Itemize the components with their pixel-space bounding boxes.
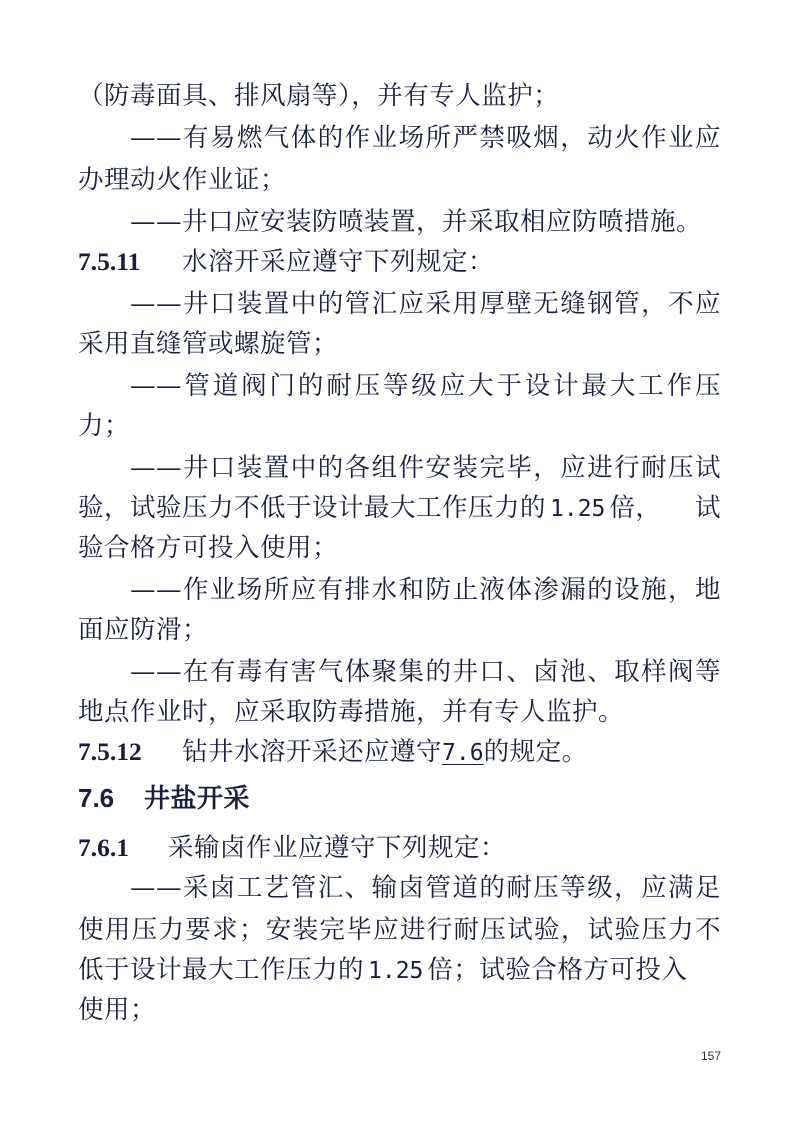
text-line xyxy=(78,910,721,950)
text-line xyxy=(78,528,721,568)
clause-text: 水溶开采应遵守下列规定： xyxy=(182,247,495,277)
clause-line xyxy=(78,828,721,868)
clause-number: 7.5.11 xyxy=(78,247,141,276)
text-span: 倍， xyxy=(609,493,662,523)
text-line xyxy=(130,284,721,324)
text-span: ——有易燃气体的作业场所严禁吸烟，动火作业应 xyxy=(130,123,721,153)
text-span: 地点作业时，应采取防毒措施，并有专人监护。 xyxy=(78,697,625,727)
text-line xyxy=(130,570,721,610)
numeric-value: 1.25 xyxy=(368,958,424,984)
clause-line xyxy=(78,732,721,772)
text-span: （防毒面具、排风扇等），并有专人监护； xyxy=(78,81,560,111)
text-line xyxy=(78,406,721,446)
text-span: ——井口应安装防喷装置，并采取相应防喷措施。 xyxy=(130,207,703,237)
numeric-value: 1.25 xyxy=(550,496,606,522)
text-line xyxy=(78,990,721,1030)
text-line xyxy=(130,868,721,908)
clause-text: 的规定。 xyxy=(483,737,588,767)
text-span: 使用； xyxy=(78,995,157,1025)
text-line xyxy=(130,652,721,692)
text-line xyxy=(78,324,721,364)
clause-text: 采输卤作业应遵守下列规定： xyxy=(168,833,507,863)
clause-number: 7.6.1 xyxy=(78,833,129,862)
section-number: 7.6 xyxy=(78,783,115,813)
clause-text: 钻井水溶开采还应遵守 xyxy=(182,737,443,767)
text-span: 倍；试验合格方可投入 xyxy=(427,955,688,985)
text-line xyxy=(130,202,721,242)
text-span: 使用压力要求；安装完毕应进行耐压试验，试验压力不 xyxy=(78,915,721,945)
clause-number: 7.5.12 xyxy=(78,737,142,766)
text-span: 力； xyxy=(78,411,131,441)
clause-line xyxy=(78,242,721,282)
text-span: 面应防滑； xyxy=(78,615,209,645)
text-span: 试 xyxy=(694,493,721,523)
text-span: ——采卤工艺管汇、输卤管道的耐压等级，应满足 xyxy=(130,873,721,903)
text-span: ——井口装置中的管汇应采用厚壁无缝钢管，不应 xyxy=(130,289,721,319)
section-title: 井盐开采 xyxy=(144,784,251,814)
text-line xyxy=(78,160,721,200)
text-line xyxy=(130,118,721,158)
text-line xyxy=(130,366,721,406)
text-line xyxy=(78,692,721,732)
section-reference-link[interactable]: 7.6 xyxy=(442,740,484,766)
text-span: 验，试验压力不低于设计最大工作压力的 xyxy=(78,493,547,523)
text-span: 验合格方可投入使用； xyxy=(78,533,339,563)
text-span: 低于设计最大工作压力的 xyxy=(78,955,365,985)
text-line xyxy=(130,448,721,488)
text-line xyxy=(78,76,721,116)
page-number: 157 xyxy=(700,1049,721,1063)
text-span: ——管道阀门的耐压等级应大于设计最大工作压 xyxy=(130,371,721,401)
text-span: ——作业场所应有排水和防止液体渗漏的设施，地 xyxy=(130,575,721,605)
section-heading xyxy=(78,778,721,818)
text-span: ——井口装置中的各组件安装完毕，应进行耐压试 xyxy=(130,453,721,483)
text-span: ——在有毒有害气体聚集的井口、卤池、取样阀等 xyxy=(130,657,721,687)
text-span: 办理动火作业证； xyxy=(78,165,287,195)
text-span: 采用直缝管或螺旋管； xyxy=(78,329,339,359)
text-line xyxy=(78,950,721,990)
text-line xyxy=(78,610,721,650)
text-line xyxy=(78,488,721,528)
